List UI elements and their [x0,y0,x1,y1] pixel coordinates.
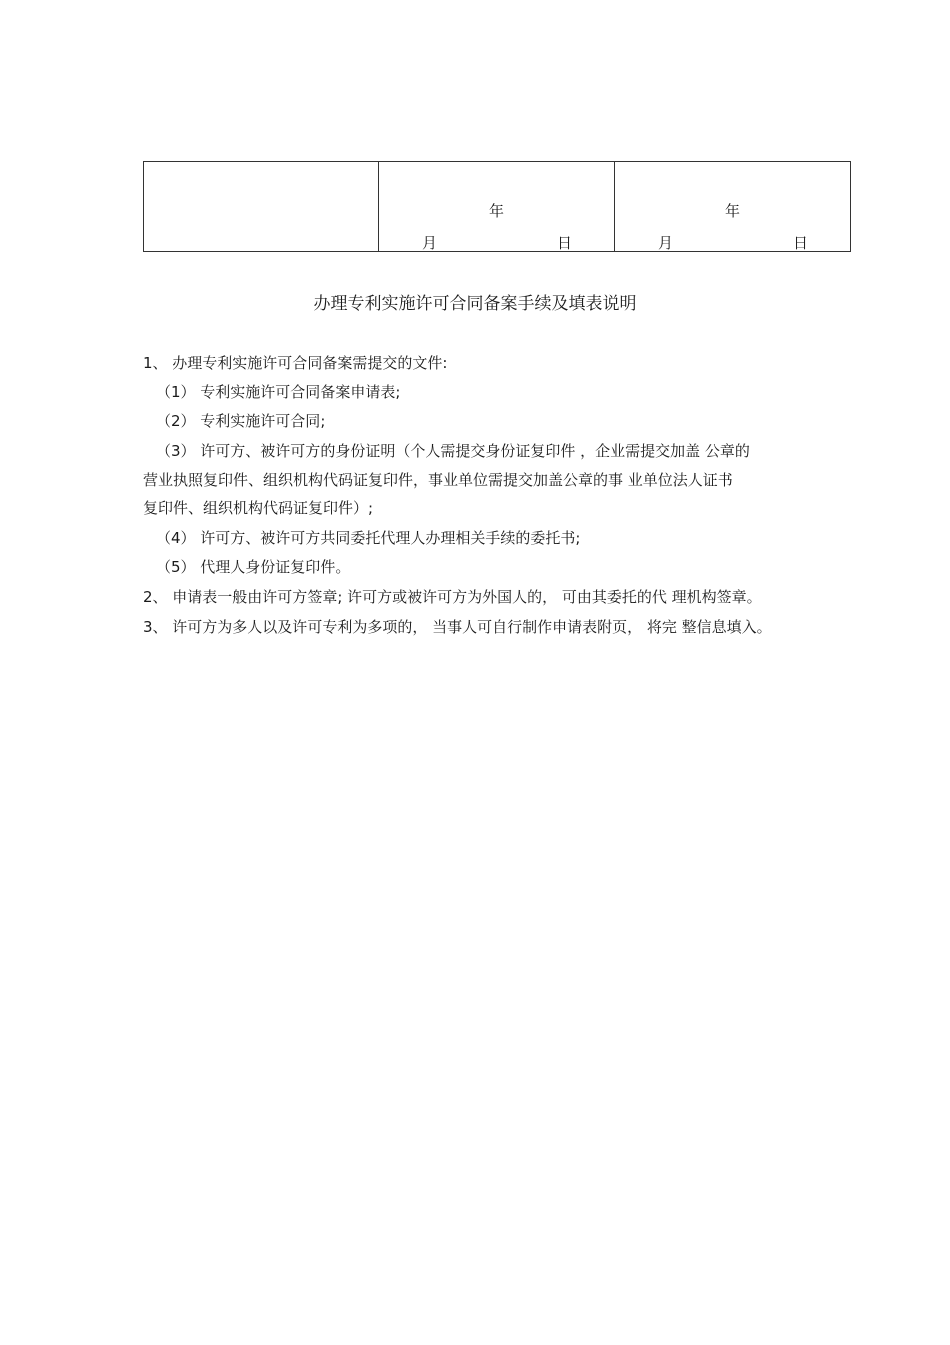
month-label: 月 [658,234,674,252]
day-label: 日 [792,234,808,252]
date-cell-licensee [615,162,850,251]
day-label: 日 [556,234,572,252]
instruction-item-1: 1、 办理专利实施许可合同备案需提交的文件: [143,354,448,372]
instruction-item-1-sub-3-line-2: 营业执照复印件、组织机构代码证复印件，事业单位需提交加盖公章的事 业单位法人证书 [143,471,733,489]
instruction-item-2: 2、 申请表一般由许可方签章; 许可方或被许可方为外国人的， 可由其委托的代 理机构签章。 [143,588,762,606]
instruction-item-1-sub-1: （1） 专利实施许可合同备案申请表; [156,383,401,401]
date-cell-licensor [379,162,615,251]
year-label: 年 [724,202,740,220]
instruction-item-1-sub-4: （4） 许可方、被许可方共同委托代理人办理相关手续的委托书; [156,529,581,547]
signature-date-table [143,161,851,252]
month-label: 月 [422,234,438,252]
instruction-item-1-sub-2: （2） 专利实施许可合同; [156,412,326,430]
year-label: 年 [488,202,504,220]
blank-cell [144,162,379,251]
instruction-item-1-sub-3-line-3: 复印件、组织机构代码证复印件）; [143,499,374,517]
instruction-item-1-sub-5: （5） 代理人身份证复印件。 [156,558,351,576]
document-title: 办理专利实施许可合同备案手续及填表说明 [313,294,637,314]
instruction-item-1-sub-3-line-1: （3） 许可方、被许可方的身份证明（个人需提交身份证复印件 ，企业需提交加盖 公章的 [156,442,750,460]
instruction-item-3: 3、 许可方为多人以及许可专利为多项的， 当事人可自行制作申请表附页， 将完 整信息填入。 [143,618,772,636]
